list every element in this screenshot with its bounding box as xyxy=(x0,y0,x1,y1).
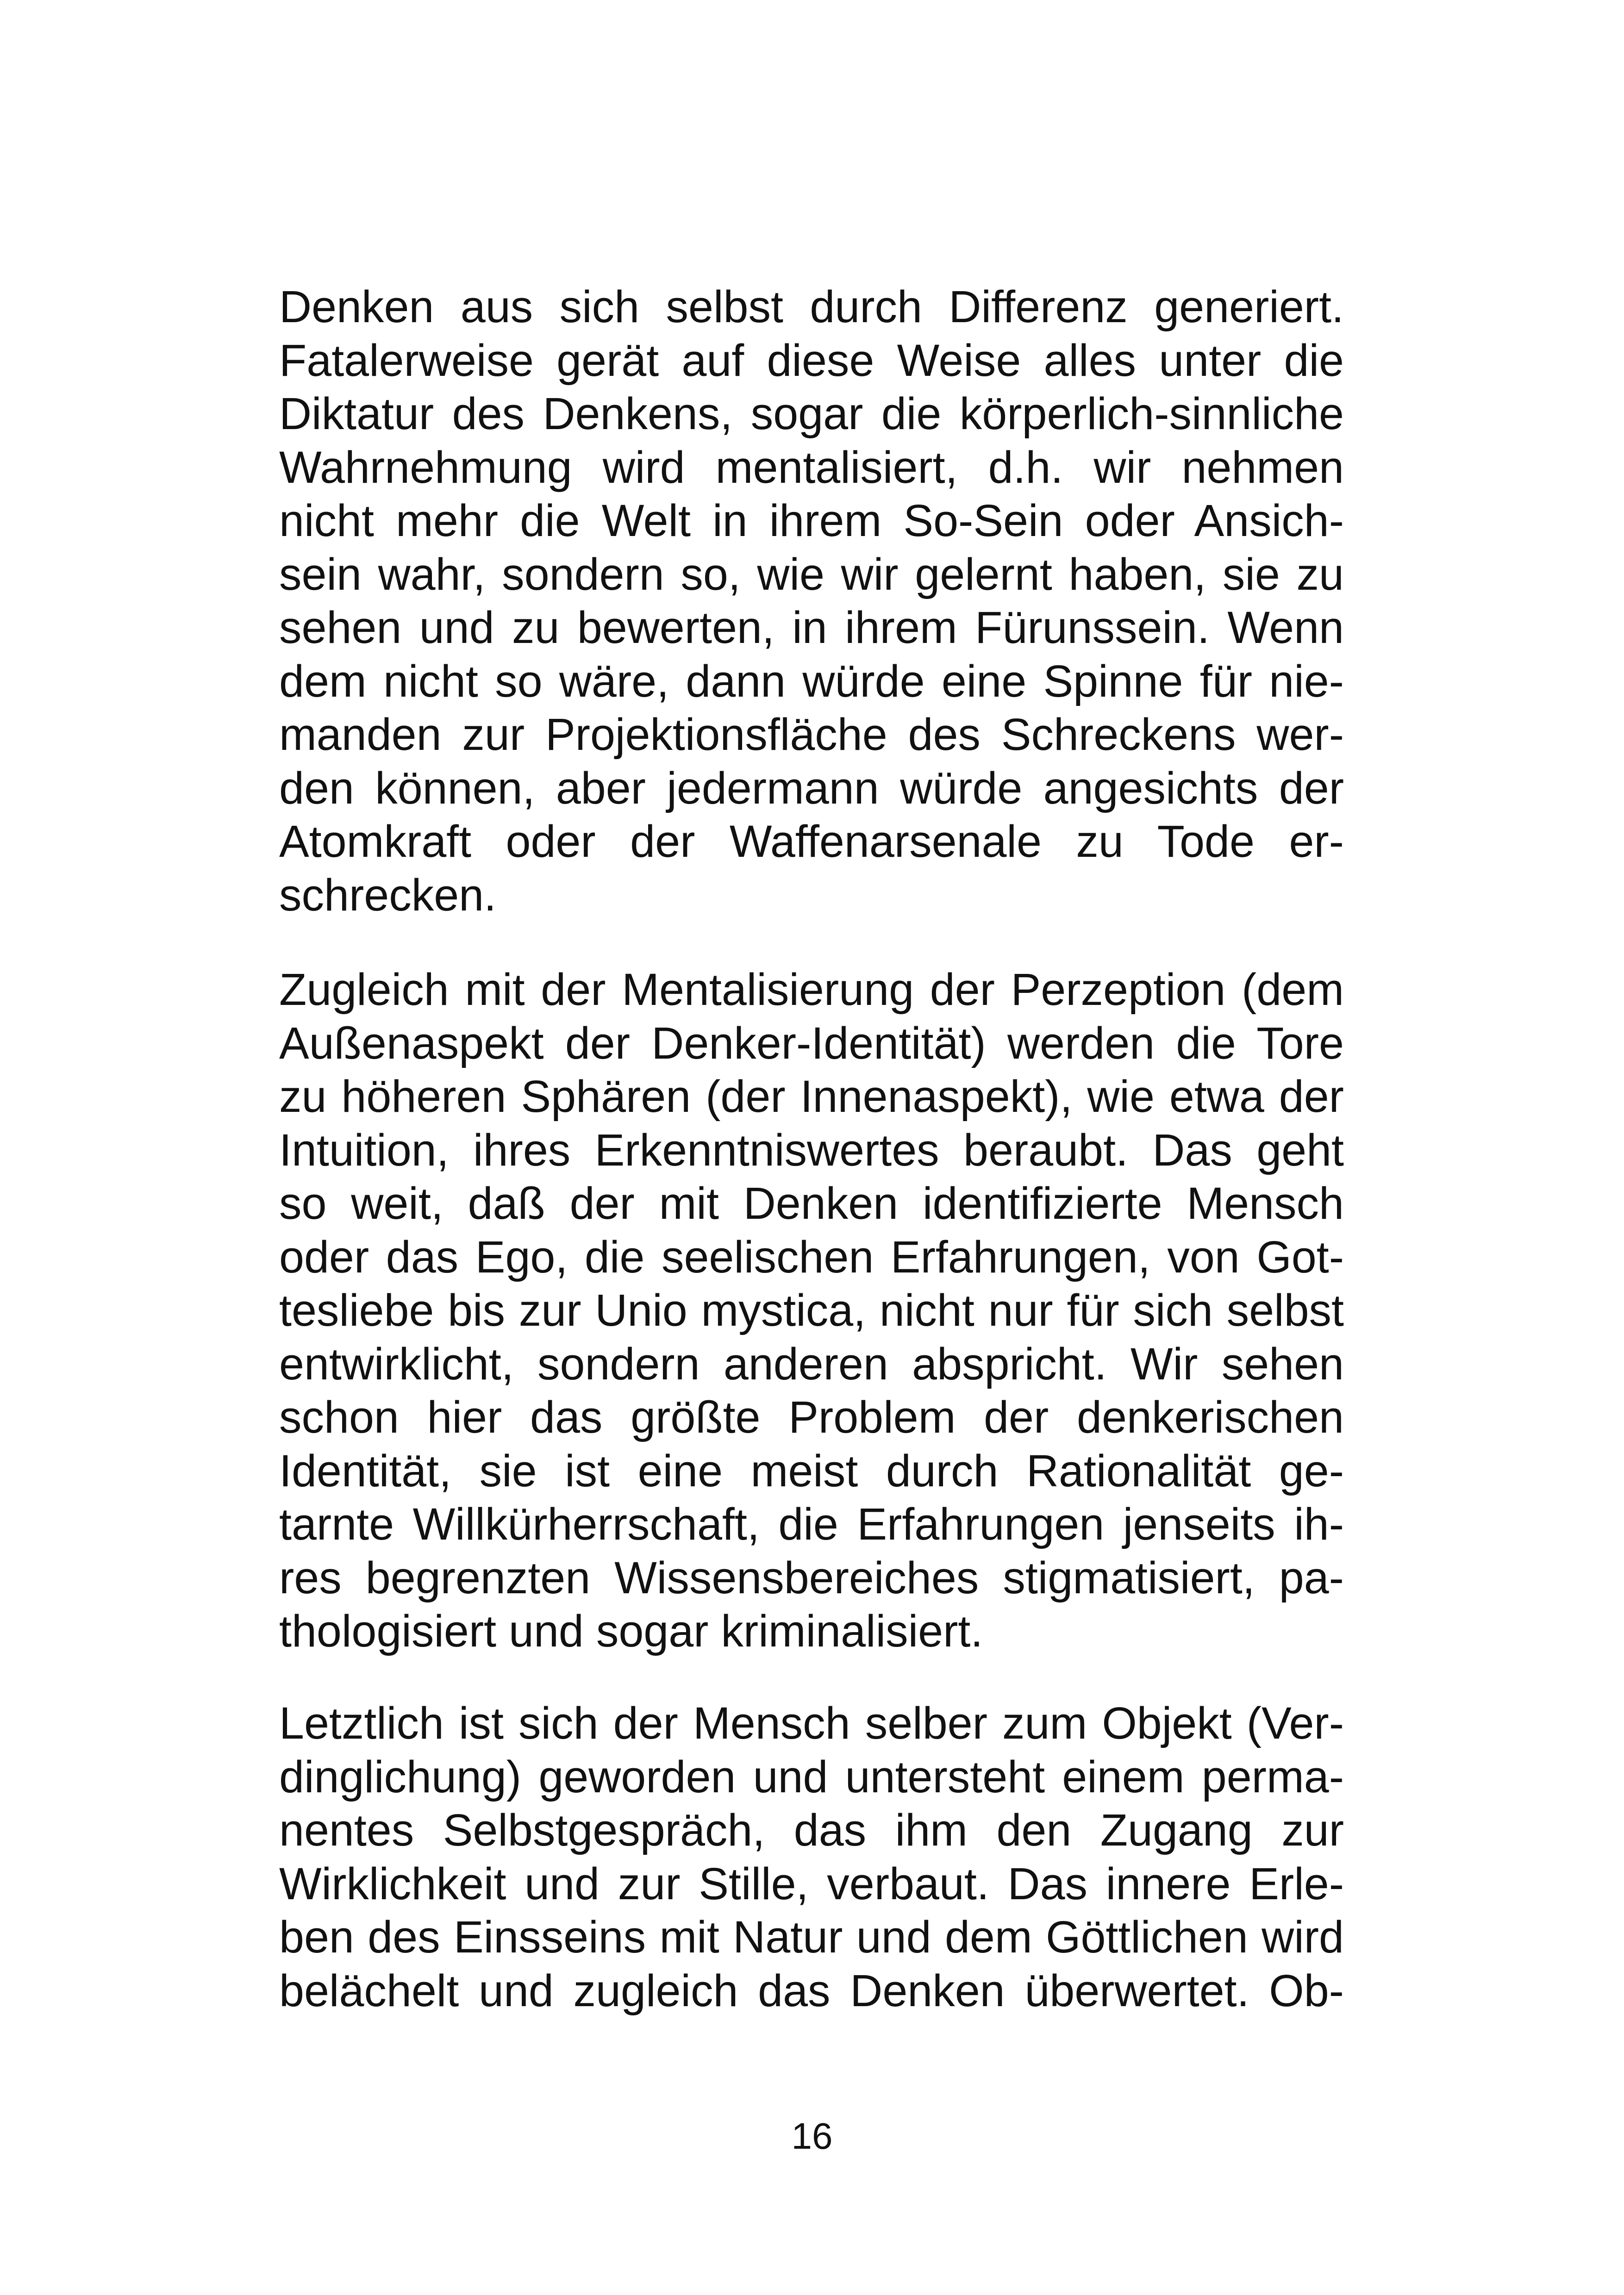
text-line: Identität, sie ist eine meist durch Rationalität ge- xyxy=(279,1445,1344,1496)
text-line: oder das Ego, die seelischen Erfahrungen, von Got- xyxy=(279,1231,1344,1282)
text-line: Fatalerweise gerät auf diese Weise alles unter die xyxy=(279,335,1344,386)
text-line: belächelt und zugleich das Denken überwertet. Ob- xyxy=(279,1965,1344,2016)
text-line: sein wahr, sondern so, wie wir gelernt haben, sie zu xyxy=(279,549,1344,599)
text-line: Intuition, ihres Erkenntniswertes beraubt. Das geht xyxy=(279,1124,1344,1175)
text-line: schrecken. xyxy=(279,869,497,920)
text-line: Außenaspekt der Denker-Identität) werden die Tore xyxy=(279,1017,1344,1068)
text-line: Letztlich ist sich der Mensch selber zum Objekt (Ver- xyxy=(279,1698,1344,1748)
text-line: dem nicht so wäre, dann würde eine Spinne für nie- xyxy=(279,655,1344,706)
text-line: Denken aus sich selbst durch Differenz generiert. xyxy=(279,281,1344,332)
text-line: Atomkraft oder der Waffenarsenale zu Tode er- xyxy=(279,816,1344,867)
page-number: 16 xyxy=(791,2115,833,2157)
text-line: schon hier das größte Problem der denkerischen xyxy=(279,1392,1344,1442)
text-line: zu höheren Sphären (der Innenaspekt), wie etwa der xyxy=(279,1071,1344,1122)
text-line: ben des Einsseins mit Natur und dem Göttlichen wird xyxy=(279,1912,1344,1962)
text-line: sehen und zu bewerten, in ihrem Fürunssein. Wenn xyxy=(279,602,1344,653)
text-line: tarnte Willkürherrschaft, die Erfahrungen jenseits ih- xyxy=(279,1499,1344,1549)
text-line: tesliebe bis zur Unio mystica, nicht nur für sich selbst xyxy=(279,1285,1344,1335)
text-line: nentes Selbstgespräch, das ihm den Zugang zur xyxy=(279,1805,1344,1855)
text-line: den können, aber jedermann würde angesichts der xyxy=(279,762,1344,813)
text-line: nicht mehr die Welt in ihrem So-Sein oder Ansich- xyxy=(279,495,1344,546)
text-line: thologisiert und sogar kriminalisiert. xyxy=(279,1606,983,1656)
paragraph xyxy=(279,963,1344,1658)
text-line: entwirklicht, sondern anderen abspricht. Wir sehen xyxy=(279,1338,1344,1389)
text-line: Wirklichkeit und zur Stille, verbaut. Das innere Erle- xyxy=(279,1858,1344,1909)
text-line: so weit, daß der mit Denken identifizierte Mensch xyxy=(279,1178,1344,1229)
paragraph xyxy=(279,280,1344,922)
text-line: res begrenzten Wissensbereiches stigmatisiert, pa- xyxy=(279,1552,1344,1603)
text-line: manden zur Projektionsfläche des Schreckens wer- xyxy=(279,709,1344,760)
text-line: Zugleich mit der Mentalisierung der Perzeption (dem xyxy=(279,964,1344,1015)
text-line: dinglichung) geworden und untersteht einem perma- xyxy=(279,1751,1344,1802)
text-line: Diktatur des Denkens, sogar die körperlich-sinnliche xyxy=(279,388,1344,439)
text-line: Wahrnehmung wird mentalisiert, d.h. wir nehmen xyxy=(279,442,1344,493)
paragraph xyxy=(279,1696,1344,2017)
